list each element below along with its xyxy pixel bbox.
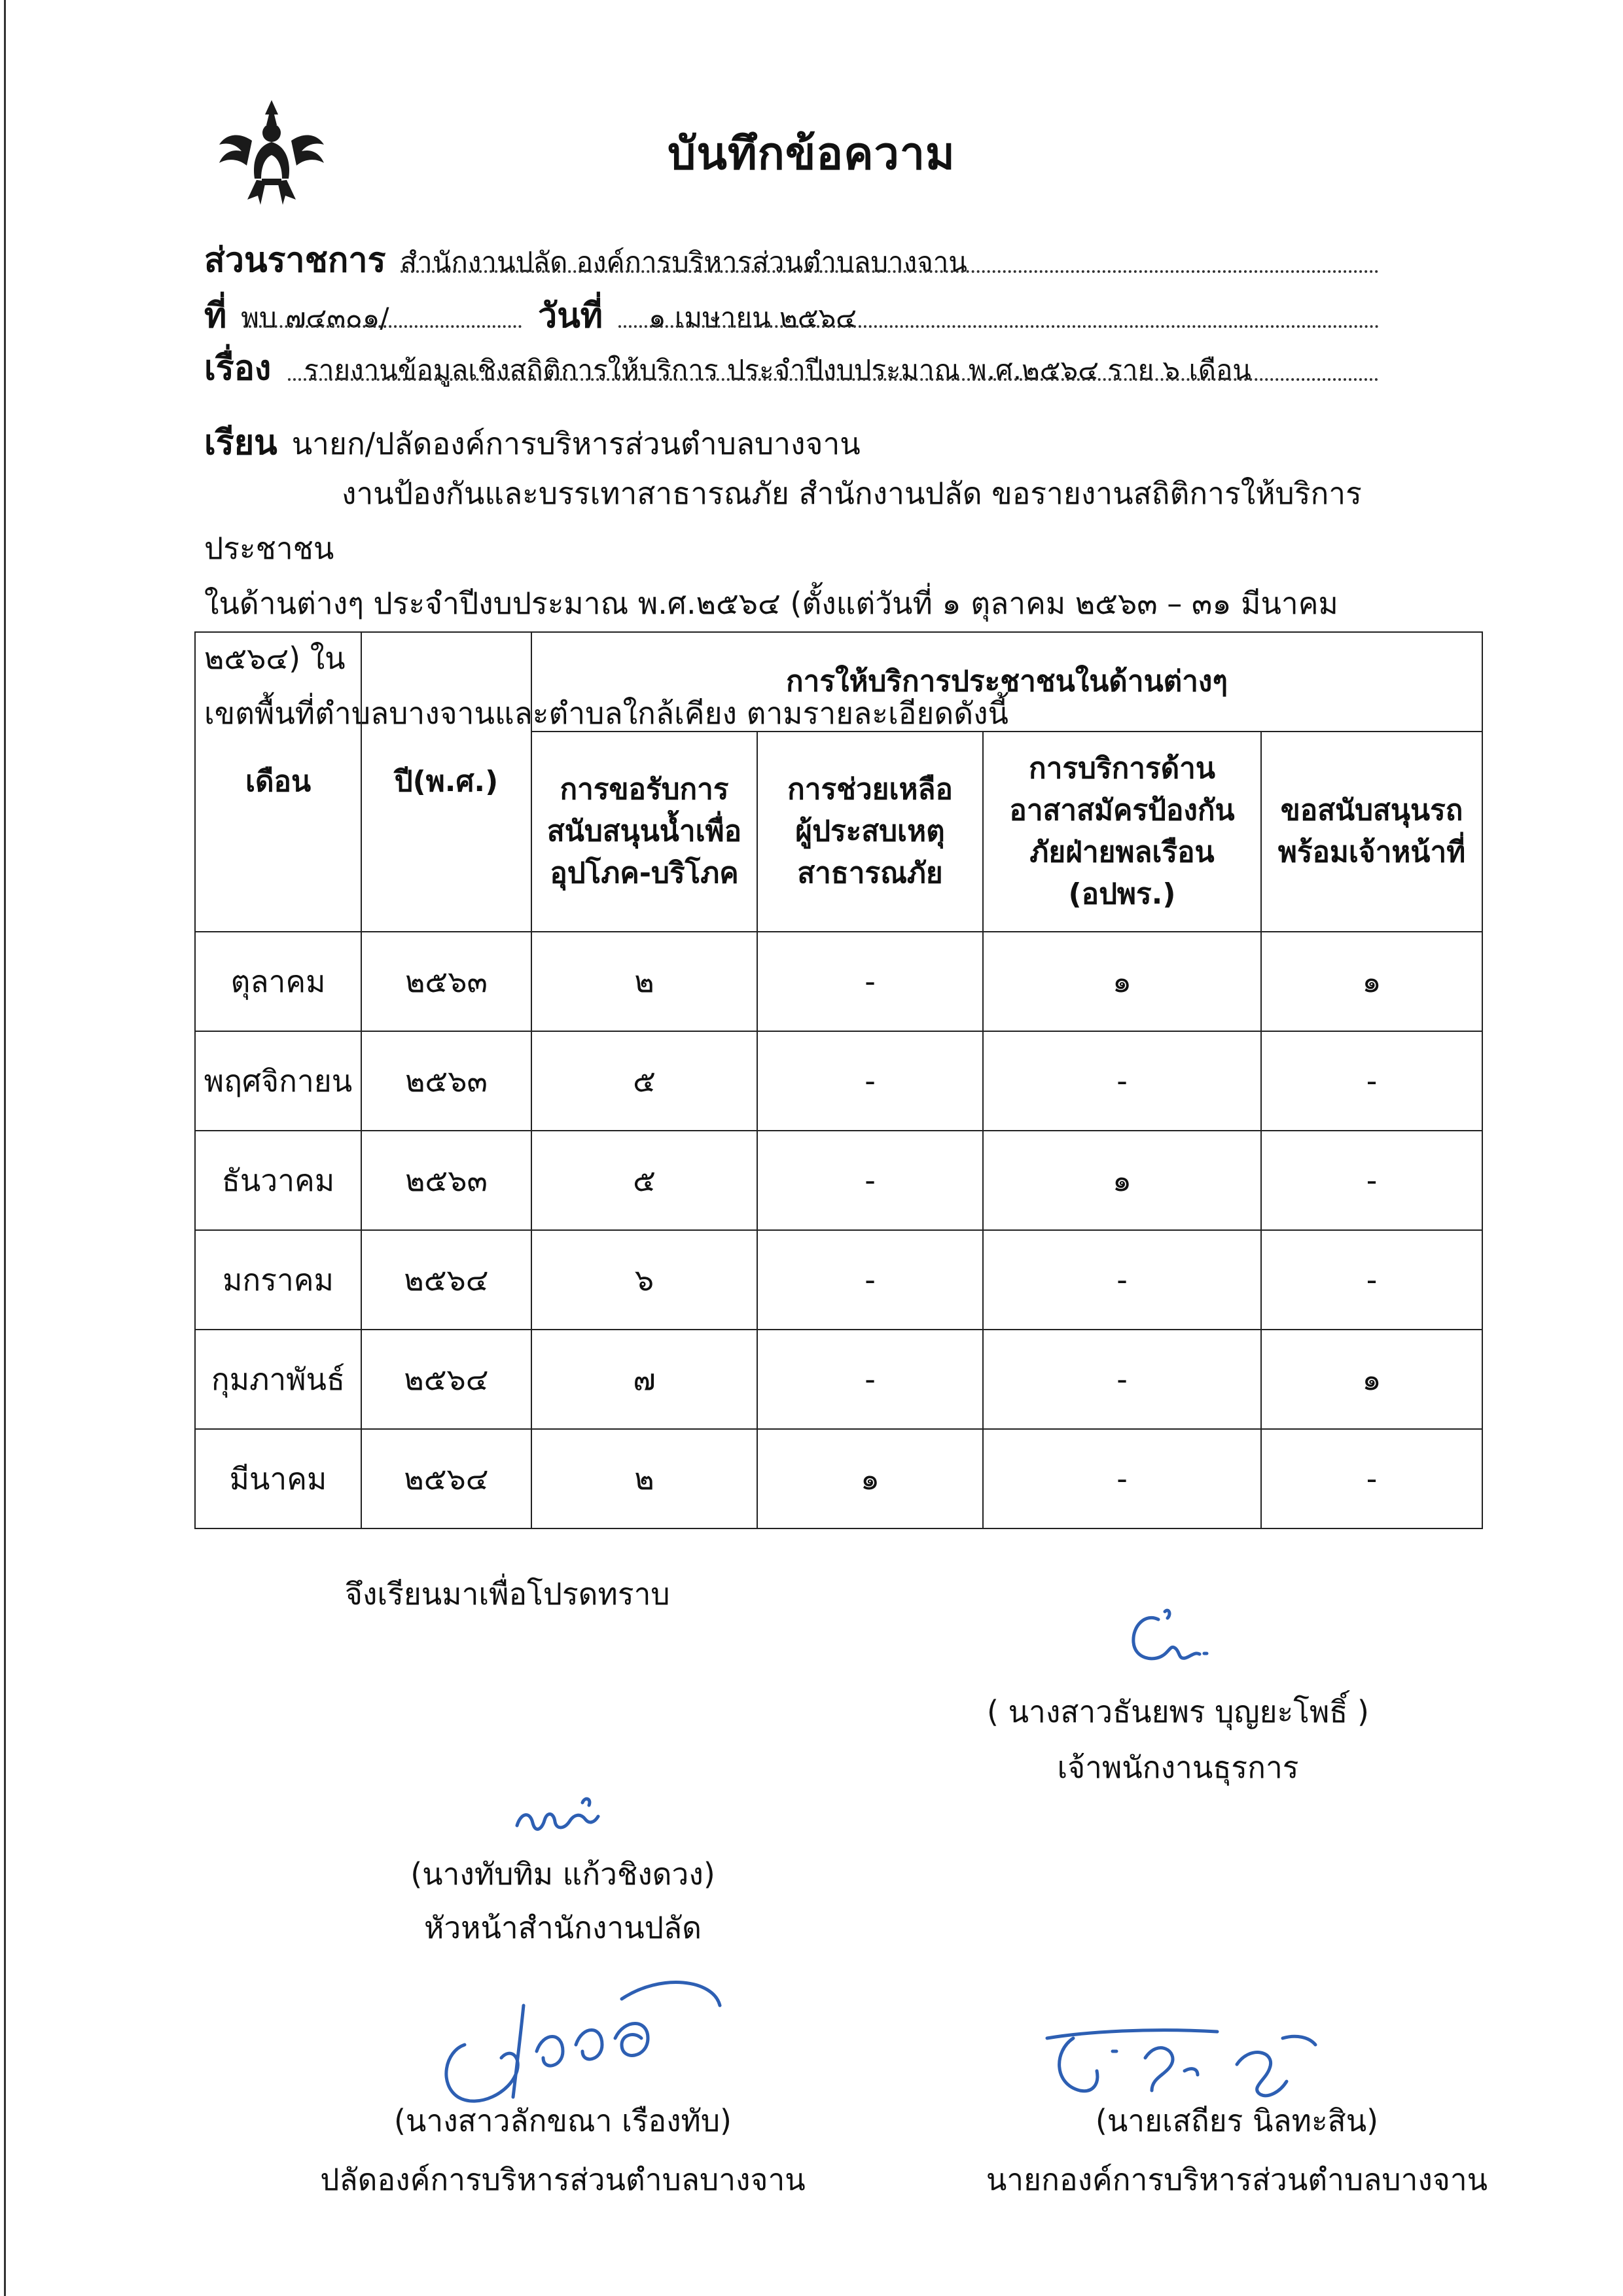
addressee-value: นายก/ปลัดองค์การบริหารส่วนตำบลบางจาน (291, 426, 861, 461)
addressee-label: เรียน (204, 423, 277, 463)
year-cell: ๒๕๖๓ (361, 1131, 531, 1230)
water-support-cell: ๒ (531, 932, 757, 1031)
office-head-signature (504, 1790, 635, 1848)
table-row (195, 1330, 1482, 1429)
disaster-relief-cell: - (757, 1131, 983, 1230)
volunteer-service-cell: - (983, 1429, 1261, 1528)
table-row (195, 1131, 1482, 1230)
month-cell: กุมภาพันธ์ (195, 1330, 361, 1429)
month-cell: มีนาคม (195, 1429, 361, 1528)
vehicle-support-cell: ๑ (1261, 1330, 1482, 1429)
water-support-cell: ๕ (531, 1131, 757, 1230)
table-row (195, 1031, 1482, 1131)
office-head-position: หัวหน้าสำนักงานปลัด (424, 1910, 702, 1945)
volunteer-service-cell: ๑ (983, 932, 1261, 1031)
month-column-header: เดือน (195, 632, 361, 932)
volunteer-service-cell: - (983, 1330, 1261, 1429)
volunteer-service-cell: ๑ (983, 1131, 1261, 1230)
date-field (538, 288, 857, 342)
table-row (195, 1230, 1482, 1330)
water-support-cell: ๒ (531, 1429, 757, 1528)
date-value: ๑ เมษายน ๒๕๖๔ (649, 302, 857, 334)
office-head-name: (นางทับทิม แก้วชิงดวง) (410, 1856, 715, 1892)
volunteer-service-header: การบริการด้าน อาสาสมัครป้องกัน ภัยฝ่ายพลเรือน (อปพร.) (983, 732, 1261, 932)
table-row (195, 1429, 1482, 1528)
services-group-header: การให้บริการประชาชนในด้านต่างๆ (531, 632, 1482, 732)
reference-field (204, 288, 389, 342)
date-dotted-line (618, 325, 1379, 328)
memo-title: บันทึกข้อความ (668, 128, 955, 180)
water-support-cell: ๗ (531, 1330, 757, 1429)
vehicle-support-cell: ๑ (1261, 932, 1482, 1031)
vehicle-support-cell: - (1261, 1031, 1482, 1131)
chief-position: นายกองค์การบริหารส่วนตำบลบางจาน (986, 2162, 1488, 2197)
vehicle-support-cell: - (1261, 1429, 1482, 1528)
year-cell: ๒๕๖๓ (361, 1031, 531, 1131)
month-cell: มกราคม (195, 1230, 361, 1330)
water-support-cell: ๖ (531, 1230, 757, 1330)
month-cell: ตุลาคม (195, 932, 361, 1031)
reference-label: ที่ (204, 296, 227, 336)
subject-label: เรื่อง (204, 349, 272, 388)
page-left-border (4, 0, 6, 2296)
reference-value: พบ ๗๔๓๐๑/ (241, 302, 389, 334)
clerk-signature (1113, 1606, 1237, 1675)
body-line-2: ในด้านต่างๆ ประจำปีงบประมาณ พ.ศ.๒๕๖๔ (ตั้งแต่วันที่ ๑ ตุลาคม ๒๕๖๓ – ๓๑ มีนาคม ๒๕๖๔) ใน (204, 586, 1338, 676)
deputy-signature (425, 1966, 726, 2113)
clerk-name: ( นางสาวธันยพร บุญยะโพธิ์ ) (987, 1694, 1369, 1729)
date-label: วันที่ (538, 296, 603, 336)
body-line-3: เขตพื้นที่ตำบลบางจานและตำบลใกล้เคียง ตามรายละเอียดดังนี้ (204, 696, 1008, 731)
addressee-field (204, 415, 861, 469)
department-label: ส่วนราชการ (204, 241, 386, 280)
deputy-name: (นางสาวลักขณา เรืองทับ) (393, 2103, 732, 2138)
deputy-position: ปลัดองค์การบริหารส่วนตำบลบางจาน (320, 2162, 806, 2197)
department-value: สำนักงานปลัด องค์การบริหารส่วนตำบลบางจาน (400, 246, 968, 278)
vehicle-support-header: ขอสนับสนุนรถ พร้อมเจ้าหน้าที่ (1261, 732, 1482, 932)
subject-value: รายงานข้อมูลเชิงสถิติการให้บริการ ประจำปีงบประมาณ พ.ศ.๒๕๖๔ ราย ๖ เดือน (304, 354, 1252, 386)
department-dotted-line (401, 270, 1379, 273)
year-cell: ๒๕๖๔ (361, 1330, 531, 1429)
disaster-relief-cell: - (757, 1330, 983, 1429)
month-cell: พฤศจิกายน (195, 1031, 361, 1131)
subject-field (204, 340, 1251, 395)
volunteer-service-cell: - (983, 1031, 1261, 1131)
month-cell: ธันวาคม (195, 1131, 361, 1230)
closing-line: จึงเรียนมาเพื่อโปรดทราบ (345, 1576, 670, 1612)
clerk-position: เจ้าพนักงานธุรการ (1057, 1750, 1299, 1785)
disaster-relief-cell: - (757, 1031, 983, 1131)
department-field (204, 232, 967, 287)
water-support-header: การขอรับการ สนับสนุนน้ำเพื่อ อุปโภค-บริโภค (531, 732, 757, 932)
year-cell: ๒๕๖๔ (361, 1429, 531, 1528)
disaster-relief-cell: - (757, 932, 983, 1031)
year-cell: ๒๕๖๔ (361, 1230, 531, 1330)
table-header-row (195, 632, 1482, 732)
table-row (195, 932, 1482, 1031)
body-line-1: งานป้องกันและบรรเทาสาธารณภัย สำนักงานปลัด ขอรายงานสถิติการให้บริการประชาชน (204, 476, 1362, 566)
vehicle-support-cell: - (1261, 1230, 1482, 1330)
subject-dotted-line (288, 378, 1379, 381)
water-support-cell: ๕ (531, 1031, 757, 1131)
disaster-relief-cell: - (757, 1230, 983, 1330)
year-cell: ๒๕๖๓ (361, 932, 531, 1031)
disaster-relief-header: การช่วยเหลือ ผู้ประสบเหตุ สาธารณภัย (757, 732, 983, 932)
year-column-header: ปี(พ.ศ.) (361, 632, 531, 932)
volunteer-service-cell: - (983, 1230, 1261, 1330)
disaster-relief-cell: ๑ (757, 1429, 983, 1528)
service-statistics-table (194, 631, 1483, 1529)
chief-name: (นายเสถียร นิลทะสิน) (1095, 2103, 1379, 2138)
reference-dotted-line (243, 325, 522, 328)
vehicle-support-cell: - (1261, 1131, 1482, 1230)
